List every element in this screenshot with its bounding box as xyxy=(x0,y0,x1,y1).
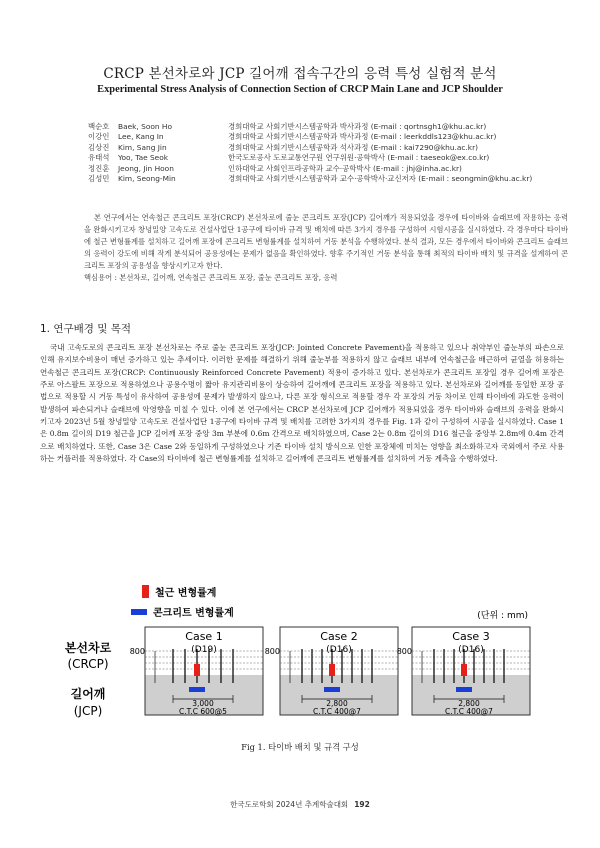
case-name: Case 3 xyxy=(452,630,490,643)
author-korean-name: 김성민 xyxy=(88,174,110,184)
concrete-strain-gauge xyxy=(456,687,472,692)
main-lane-sublabel: (CRCP) xyxy=(67,657,109,671)
section-heading: 1. 연구배경 및 목적 xyxy=(40,323,132,335)
concrete-strain-gauge xyxy=(189,687,205,692)
author-english-name: Kim, Seong-Min xyxy=(118,174,176,184)
author-list xyxy=(88,122,532,184)
width-dimension-label: 3,000 xyxy=(192,699,214,708)
abstract-text: 본 연구에서는 연속철근 콘크리트 포장(CRCP) 본선차로에 줄눈 콘크리트 포장(JCP) 길어깨가 적용되었을 경우에 타이바와 슬래브에 작용하는 응력을 완화시키고자 창녕밀양 고속도로 건설사업단 1공구에 타이바 규격 및 배치에 따른 3가지 경우를 구성하여 시험시공을 실시하였다. 각 경우마다 타이바에 철근 변형률계를 설치하고 길어깨 포장에 콘크리트 변형률계를 설치하여 거동 분석을 수행하였다. 분석 결과, 모든 경우에서 타이바와 콘크리트 슬래브의 응력이 강도에 비해 작게 분석되어 공용성에는 문제가 없음을 확인하였다. 향후 주기적인 거동 분석을 통해 최적의 타이바 배치 및 규격을 설계하여 콘크리트 포장의 공용성을 향상시키고자 한다. xyxy=(84,213,568,271)
author-english-name: Lee, Kang In xyxy=(118,132,164,142)
author-korean-name: 이강인 xyxy=(88,132,110,142)
case-panels xyxy=(130,627,530,716)
keywords: 핵심용어 : 본선차로, 길어깨, 연속철근 콘크리트 포장, 줄눈 콘크리트 포장, 응력 xyxy=(84,273,338,283)
paper-title-korean: CRCP 본선차로와 JCP 길어깨 접속구간의 응력 특성 실험적 분석 xyxy=(103,66,497,82)
author-row xyxy=(88,153,532,163)
author-english-name: Baek, Soon Ho xyxy=(118,122,172,131)
shoulder-label: 길어깨 xyxy=(70,687,106,701)
author-row xyxy=(88,164,532,174)
figure-caption: Fig 1. 타이바 배치 및 규격 구성 xyxy=(241,742,359,752)
length-dimension-label: 800 xyxy=(396,647,412,656)
body-paragraph: 국내 고속도로의 콘크리트 포장 본선차로는 주로 줄눈 콘크리트 포장(JCP: Jointed Concrete Pavement)을 적용하고 있으나 취약부인 줄눈부의 파손으로 인해 유지보수비용이 매년 증가하고 있는 추세이다. 이러한 문제를 해결하기 위해 줄눈부를 적용하지 않고 슬래브 내부에 연속철근을 배근하여 균열을 허용하는 연속철근 콘크리트 포장(CRCP: Continuously Reinforced Concrete Pavement) 적용이 증가하고 있다. 본선차로가 콘크리트 포장일 경우 길어깨 포장은 주로 아스팔트 포장으로 적용하였으나 공용수명이 짧아 유지관리비용이 상승하여 길어깨에 콘크리트 포장을 적용하고 있다. 본선차로와 길어깨를 동일한 포장 공법으로 적용할 시 거동 특성이 유사하여 공용성에 문제가 발생하지 않으나, 다른 포장 형식으로 적용할 경우 각 포장의 거동 차이로 인해 타이바에 과도한 응력이 발생하여 파손되거나 슬래브에 악영향을 미칠 수 있다. 이에 본 연구에서는 CRCP 본선차로에 JCP 길어깨가 적용되었을 경우 타이바와 슬래브의 응력을 완화시키고자 2023년 5월 창녕밀양 고속도로 건설사업단 1공구에 타이바 규격 및 배치를 고려한 3가지의 경우를 Fig. 1과 같이 구성하여 시공을 실시하였다. Case 1은 0.8m 길이의 D19 철근을 JCP 길어깨 포장 중앙 3m 부분에 0.6m 간격으로 배치하였으며, Case 2는 0.8m 길이의 D16 철근을 중앙부 2.8m에 0.4m 간격으로 배치하였다. 또한, Case 3은 Case 2와 동일하게 구성하였으나 기존 타이바 설치 방식으로 인한 포장체에 미치는 영향을 최소화하고자 국외에서 주로 사용하는 커플러를 적용하였다. 각 Case의 타이바에 철근 변형률계를 설치하고 길어깨에 콘크리트 변형률계를 설치하여 거동 계측을 수행하였다. xyxy=(40,343,564,464)
author-korean-name: 유태석 xyxy=(88,153,110,163)
case-bar-spec: (D16) xyxy=(326,645,352,655)
author-row xyxy=(88,132,532,142)
case-bar-spec: (D16) xyxy=(458,645,484,655)
author-english-name: Yoo, Tae Seok xyxy=(118,153,169,163)
width-dimension-label: 2,800 xyxy=(326,699,348,708)
author-affiliation: 한국도로공사 도로교통연구원 연구위원·공학박사 (E-mail : taeseok@ex.co.kr) xyxy=(228,153,490,163)
rebar-strain-gauge xyxy=(329,664,335,676)
page-number: 192 xyxy=(354,800,370,809)
author-row xyxy=(88,122,532,132)
legend-rebar-swatch xyxy=(142,585,149,598)
author-row xyxy=(88,174,532,184)
case-panel xyxy=(265,627,398,716)
case-panel xyxy=(397,627,530,716)
legend-rebar-label: 철근 변형률계 xyxy=(155,588,217,599)
length-dimension-label: 800 xyxy=(129,647,145,656)
author-korean-name: 김상진 xyxy=(88,142,110,152)
case-name: Case 1 xyxy=(185,630,223,643)
main-lane-label: 본선차로 xyxy=(64,641,112,655)
author-row xyxy=(88,143,532,153)
case-bar-spec: (D19) xyxy=(191,645,217,655)
ctc-spacing-label: C.T.C 400@7 xyxy=(445,707,493,716)
ctc-spacing-label: C.T.C 400@7 xyxy=(313,707,361,716)
width-dimension-label: 2,800 xyxy=(458,699,480,708)
author-korean-name: 백순호 xyxy=(88,122,110,131)
case-name: Case 2 xyxy=(320,630,358,643)
author-affiliation: 인하대학교 사회인프라공학과 교수·공학박사 (E-mail : jhj@inha.ac.kr) xyxy=(228,163,462,173)
author-korean-name: 정진훈 xyxy=(88,163,110,173)
abstract xyxy=(84,212,568,285)
body-text xyxy=(40,342,564,465)
case-panel xyxy=(130,627,263,716)
author-affiliation: 경희대학교 사회기반시스템공학과 박사과정 (E-mail : qortnsgh1@khu.ac.kr) xyxy=(228,122,487,131)
author-english-name: Jeong, Jin Hoon xyxy=(118,163,174,173)
unit-label: (단위 : mm) xyxy=(477,611,528,621)
author-affiliation: 경희대학교 사회기반시스템공학과 박사과정 (E-mail : leerkddls123@khu.ac.kr) xyxy=(228,132,497,142)
footer-conference: 한국도로학회 2024년 추계학술대회 xyxy=(230,800,349,809)
legend-concrete-swatch xyxy=(131,609,147,615)
rebar-strain-gauge xyxy=(194,664,200,676)
paper-title-english: Experimental Stress Analysis of Connection Section of CRCP Main Lane and JCP Shoulder xyxy=(97,84,503,95)
author-affiliation: 경희대학교 사회기반시스템공학과 석사과정 (E-mail : kai7290@khu.ac.kr) xyxy=(228,142,479,152)
shoulder-sublabel: (JCP) xyxy=(73,704,103,718)
author-english-name: Kim, Sang Jin xyxy=(118,142,167,152)
length-dimension-label: 800 xyxy=(264,647,280,656)
concrete-strain-gauge xyxy=(324,687,340,692)
author-affiliation: 경희대학교 사회기반시스템공학과 교수·공학박사·교신저자 (E-mail : seongmin@khu.ac.kr) xyxy=(228,174,533,184)
legend-concrete-label: 콘크리트 변형률계 xyxy=(153,608,234,619)
rebar-strain-gauge xyxy=(461,664,467,676)
ctc-spacing-label: C.T.C 600@5 xyxy=(179,707,227,716)
page-footer xyxy=(0,799,600,810)
tie-bar-layout-figure xyxy=(60,575,540,740)
